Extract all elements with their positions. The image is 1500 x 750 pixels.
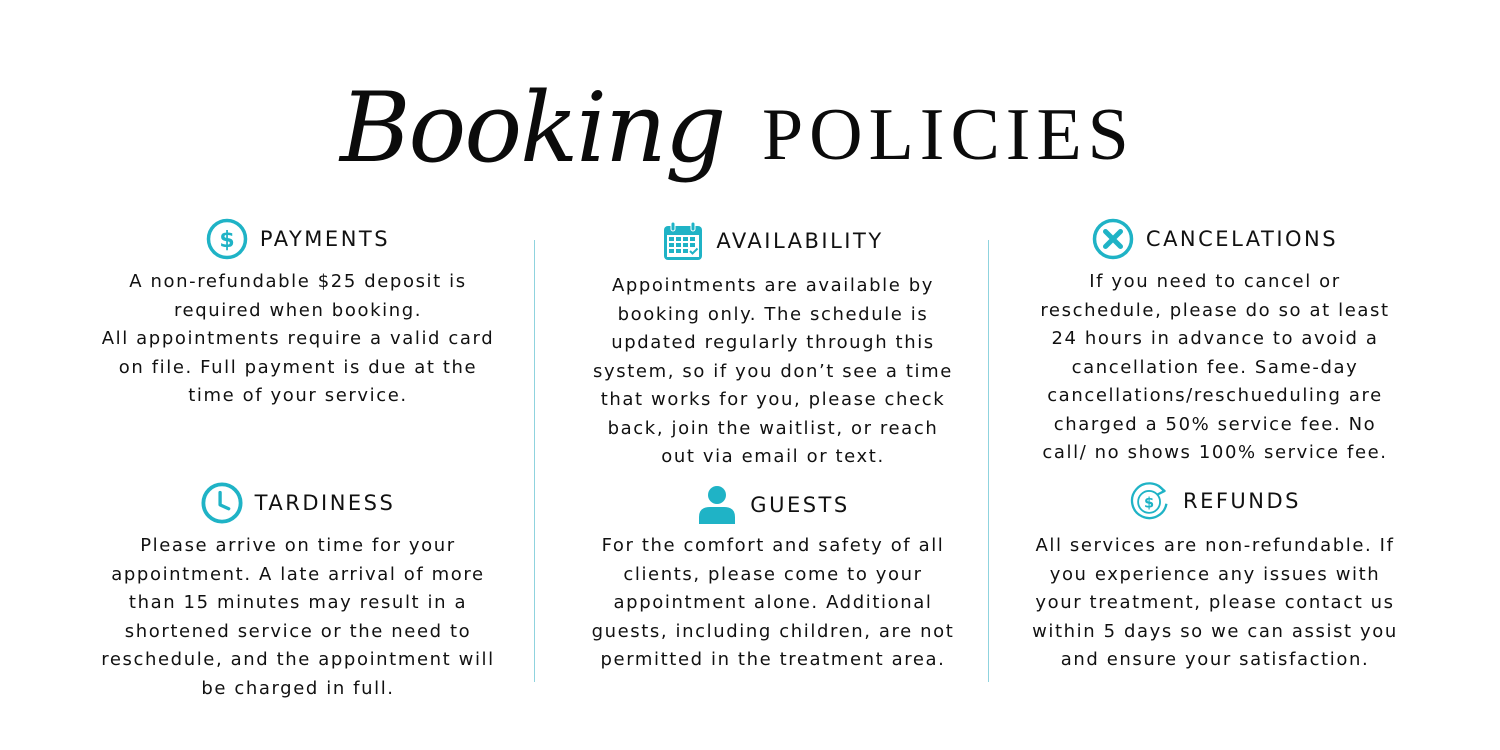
section-heading (1010, 216, 1420, 262)
section-body-text: For the comfort and safety of all clients, please come to your appointment alone. Additional guests, including children, are not permitted in the treatment area. (591, 535, 955, 670)
section-heading (90, 216, 506, 262)
section-heading-label: PAYMENTS (259, 227, 391, 251)
column-divider-left (534, 240, 535, 682)
refund-dollar-icon (1129, 480, 1171, 522)
svg-text:$: $ (219, 228, 235, 253)
section-heading-label: GUESTS (750, 493, 850, 517)
calendar-icon (662, 220, 704, 262)
title-script-word: Booking (340, 72, 725, 184)
section-heading-label: AVAILABILITY (716, 229, 884, 253)
section-body-text: All services are non-refundable. If you experience any issues with your treatment, please contact us within 5 days so we can assist you and ensure your satisfaction. (1032, 535, 1398, 670)
section-heading (90, 480, 506, 526)
section-body-text: Appointments are available by booking only. The schedule is updated regularly through this system, so if you don’t see a time that works for you, please check back, join the waitlist, or reach out via email or text. (593, 275, 953, 467)
column-divider-right (988, 240, 989, 682)
section-heading-label: REFUNDS (1182, 489, 1302, 513)
section-body-text: A non-refundable $25 deposit is required when booking. All appointments require a valid card on file. Full payment is due at the time of your service. (101, 271, 495, 406)
title-caps-word: POLICIES (762, 94, 1135, 176)
x-circle-icon (1092, 218, 1134, 260)
section-heading (566, 482, 980, 528)
clock-icon (201, 482, 243, 524)
section-heading-label: TARDINESS (254, 491, 396, 515)
dollar-circle-icon (206, 218, 248, 260)
person-icon (696, 484, 738, 526)
section-body-text: Please arrive on time for your appointment. A late arrival of more than 15 minutes may result in a shortened service or the need to reschedule, and the appointment will be charged in full. (101, 535, 495, 699)
section-heading (1010, 478, 1420, 524)
section-heading (566, 218, 980, 264)
section-heading-label: CANCELATIONS (1145, 227, 1339, 251)
page-title (0, 58, 1500, 208)
svg-text:$: $ (1143, 494, 1155, 512)
section-body-text: If you need to cancel or reschedule, please do so at least 24 hours in advance to avoid a cancellation fee. Same-day cancellations/reschueduling are charged a 50% service fee. No call/ no shows 100% service fee. (1040, 271, 1390, 463)
